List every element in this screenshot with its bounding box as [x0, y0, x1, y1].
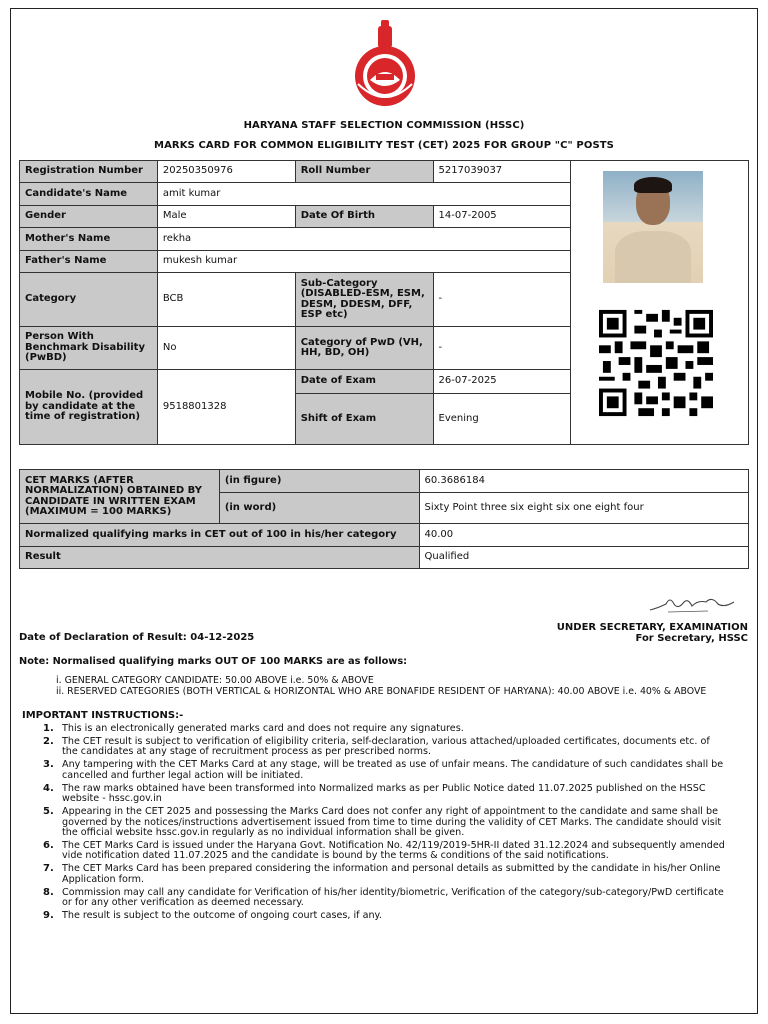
mother-label: Mother's Name	[20, 228, 158, 251]
father-value: mukesh kumar	[157, 251, 571, 273]
instruction-item: 3. Any tampering with the CET Marks Card at any stage, will be treated as use of unfair means. The candidature of such candidates shall be cancelled and further legal action will be initiated.	[43, 759, 724, 781]
gender-label: Gender	[20, 206, 158, 228]
declaration-date: Date of Declaration of Result: 04-12-2025	[19, 632, 255, 643]
instruction-item: 2. The CET result is subject to verification of eligibility criteria, self-declaration, various attached/uploaded certificates, documents etc. of the candidates at any stage of recruitment process as per prescribed norms.	[43, 735, 710, 758]
result-label: Result	[20, 547, 420, 569]
note-heading: Note: Normalised qualifying marks OUT OF 100 MARKS are as follows:	[19, 656, 408, 667]
note-item-i: i. GENERAL CATEGORY CANDIDATE: 50.00 ABOVE i.e. 50% & ABOVE	[56, 675, 374, 686]
instruction-item: 9. The result is subject to the outcome of ongoing court cases, if any.	[43, 910, 382, 922]
note-item-ii: ii. RESERVED CATEGORIES (BOTH VERTICAL & HORIZONTAL WHO ARE BONAFIDE RESIDENT OF HARYANA): 40.00 ABOVE i.e. 40% & ABOVE	[56, 686, 707, 697]
signatory-line1: UNDER SECRETARY, EXAMINATION	[556, 622, 748, 633]
pwbd-value: No	[157, 327, 295, 370]
instruction-item: 4. The raw marks obtained have been transformed into Normalized marks as per Public Notice dated 11.07.2025 published on the HSSC website - hssc.gov.in	[43, 782, 706, 805]
page-title: MARKS CARD FOR COMMON ELIGIBILITY TEST (CET) 2025 FOR GROUP "C" POSTS	[154, 140, 614, 151]
instruction-item: 7. The CET Marks Card has been prepared considering the information and personal details as submitted by the candidate in his/her Online Application form.	[43, 863, 721, 885]
name-label: Candidate's Name	[20, 183, 158, 206]
father-label: Father's Name	[20, 251, 158, 273]
qualifying-value: 40.00	[419, 524, 749, 547]
instruction-item: 8. Commission may call any candidate for Verification of his/her identity/biometric, Verification of the category/sub-category/PwD certificate or for any other verification as deemed necessary.	[43, 886, 724, 909]
shift-label: Shift of Exam	[295, 394, 433, 445]
signatory-line2: For Secretary, HSSC	[635, 633, 748, 644]
mobile-value: 9518801328	[157, 370, 295, 445]
figure-value: 60.3686184	[419, 470, 749, 493]
subcat-value: -	[433, 273, 571, 327]
exam-date-label: Date of Exam	[295, 370, 433, 394]
pwd-cat-value: -	[433, 327, 571, 370]
marks-table	[19, 469, 749, 569]
qr-code-icon	[599, 309, 713, 417]
category-value: BCB	[157, 273, 295, 327]
candidate-photo	[603, 171, 703, 283]
result-value: Qualified	[419, 547, 749, 569]
mobile-label: Mobile No. (provided by candidate at the time of registration)	[20, 370, 158, 445]
photo-body-shape	[615, 231, 691, 283]
signature-icon	[648, 592, 738, 616]
cet-marks-label: CET MARKS (AFTER NORMALIZATION) OBTAINED BY CANDIDATE IN WRITTEN EXAM (MAXIMUM = 100 MARKS)	[20, 470, 220, 524]
gender-value: Male	[157, 206, 295, 228]
roll-label: Roll Number	[295, 161, 433, 183]
reg-label: Registration Number	[20, 161, 158, 183]
pwbd-label: Person With Benchmark Disability (PwBD)	[20, 327, 158, 370]
dob-value: 14-07-2005	[433, 206, 571, 228]
word-value: Sixty Point three six eight six one eight four	[419, 493, 749, 524]
instructions-heading: IMPORTANT INSTRUCTIONS:-	[22, 710, 184, 721]
mother-value: rekha	[157, 228, 571, 251]
instruction-item: 6. The CET Marks Card is issued under the Haryana Govt. Notification No. 42/119/2019-5HR-II dated 31.12.2024 and subsequently amended vide notification dated 11.07.2025 and the candidate is bound by the terms & conditions of the said notifications.	[43, 839, 725, 862]
reg-value: 20250350976	[157, 161, 295, 183]
instructions-list	[26, 724, 726, 924]
exam-date-value: 26-07-2025	[433, 370, 571, 394]
haryana-emblem-icon	[340, 18, 430, 108]
word-label: (in word)	[219, 493, 419, 524]
figure-label: (in figure)	[219, 470, 419, 493]
dob-label: Date Of Birth	[295, 206, 433, 228]
qualifying-label: Normalized qualifying marks in CET out of 100 in his/her category	[20, 524, 420, 547]
photo-hair-shape	[634, 177, 672, 193]
instruction-item: 5. Appearing in the CET 2025 and possessing the Marks Card does not confer any right of appointment to the candidate and same shall be governed by the notices/instructions advertisement issued from time to time during the validity of CET Marks. The candidate should visit the official website hssc.gov.in regularly as no individual information shall be given.	[43, 806, 722, 839]
org-title: HARYANA STAFF SELECTION COMMISSION (HSSC)	[243, 120, 525, 131]
roll-value: 5217039037	[433, 161, 571, 183]
shift-value: Evening	[433, 394, 571, 445]
name-value: amit kumar	[157, 183, 571, 206]
category-label: Category	[20, 273, 158, 327]
pwd-cat-label: Category of PwD (VH, HH, BD, OH)	[295, 327, 433, 370]
subcat-label: Sub-Category (DISABLED-ESM, ESM, DESM, DDESM, DFF, ESP etc)	[295, 273, 433, 327]
instruction-item: 1. This is an electronically generated marks card and does not require any signatures.	[43, 723, 464, 734]
